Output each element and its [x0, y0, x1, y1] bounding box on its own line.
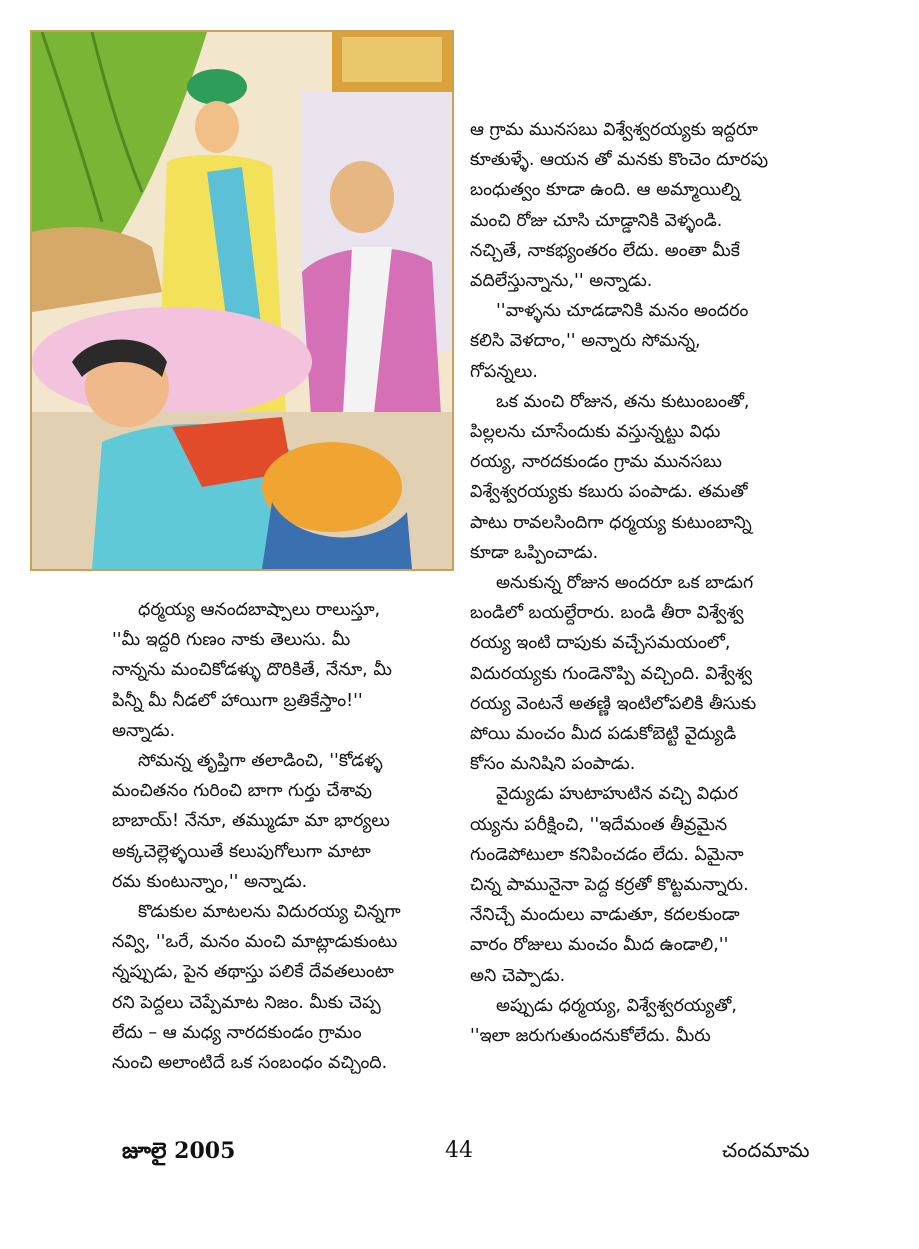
text-line: నుంచి అలాంటిదే ఒక సంబంధం వచ్చింది. — [112, 1053, 388, 1074]
text-line: ఆ గ్రామ మునసబు విశ్వేశ్వరయ్యకు ఇద్దరూ — [470, 120, 758, 140]
text-line: కలిసి వెళదాం,'' అన్నారు సోమన్న, — [470, 331, 701, 352]
page-number: 44 — [445, 1138, 473, 1163]
text-line: ''ఇలా జరుగుతుందనుకోలేదు. మీరు — [470, 1026, 711, 1047]
text-line: గోపన్నలు. — [470, 361, 538, 382]
text-line: కూతుళ్ళే. ఆయన తో మనకు కొంచెం దూరపు — [470, 150, 769, 171]
text-line: విశ్వేశ్వరయ్యకు కబురు పంపాడు. తమతో — [470, 482, 748, 503]
text-line: నాన్నను మంచికోడళ్ళు దొరికితే, నేనూ, మీ — [112, 660, 392, 681]
text-line: అని చెప్పాడు. — [470, 965, 566, 986]
text-line: చిన్న పామునైనా పెద్ద కర్రతో కొట్టమన్నారు. — [470, 875, 749, 896]
text-line: రమ కుంటున్నాం,'' అన్నాడు. — [112, 871, 308, 892]
text-line: ''వాళ్ళను చూడడానికి మనం అందరం — [496, 301, 749, 322]
illustration-drawing — [32, 32, 452, 569]
text-line: ధర్మయ్య ఆనందబాష్పాలు రాలుస్తూ, — [138, 600, 381, 620]
text-line: బంధుత్వం కూడా ఉంది. ఆ అమ్మాయిల్ని — [470, 180, 741, 201]
text-line: కోసం మనిషిని పంపాడు. — [470, 754, 636, 775]
text-line: రయ్య, నారదకుండం గ్రామ మునసబు — [470, 452, 722, 473]
text-line: పాటు రావలసిందిగా ధర్మయ్య కుటుంబాన్ని — [470, 512, 752, 533]
text-line: బాబాయ్! నేనూ, తమ్ముడూ మా భార్యలు — [112, 811, 390, 832]
text-line: అప్పుడు ధర్మయ్య, విశ్వేశ్వరయ్యతో, — [496, 995, 737, 1016]
text-line: నవ్వి, ''ఒరే, మనం మంచి మాట్లాడుకుంటు — [112, 932, 398, 953]
text-line: ఒక మంచి రోజున, తను కుటుంబంతో, — [496, 391, 750, 412]
text-line: రని పెద్దలు చెప్పేమాట నిజం. మీకు చెప్ప — [112, 992, 381, 1013]
right-text-column — [470, 115, 820, 1051]
left-text-column — [112, 595, 457, 1078]
text-line: కొడుకుల మాటలను విదురయ్య చిన్నగా — [138, 902, 401, 923]
text-line: గుండెపోటులా కనిపించడం లేదు. ఏమైనా — [470, 844, 744, 865]
story-illustration — [30, 30, 454, 571]
text-line: న్నప్పుడు, పైన తథాస్తు పలికే దేవతలుంటా — [112, 962, 394, 983]
text-line: అనుకున్న రోజున అందరూ ఒక బాడుగ — [496, 573, 754, 594]
text-line: విదురయ్యకు గుండెనొప్పి వచ్చింది. విశ్వేశ్వ — [470, 663, 753, 684]
text-line: మంచి రోజు చూసి చూడ్డానికి వెళ్ళండి. — [470, 210, 723, 231]
text-line: వారం రోజులు మంచం మీద ఉండాలి,'' — [470, 935, 729, 956]
text-line: అన్నాడు. — [112, 720, 176, 741]
text-line: నేనిచ్చే మందులు వాడుతూ, కదలకుండా — [470, 905, 740, 926]
text-line: రయ్య ఇంటి దాపుకు వచ్చేసమయంలో, — [470, 633, 731, 654]
text-line: య్యను పరీక్షించి, ''ఇదేమంత తీవ్రమైన — [470, 814, 728, 835]
text-line: మంచితనం గురించి బాగా గుర్తు చేశావు — [112, 781, 372, 802]
text-line: సోమన్న తృప్తిగా తలాడించి, ''కోడళ్ళ — [138, 751, 383, 772]
text-line: పిన్నీ మీ నీడలో హాయిగా బ్రతికేస్తాం!'' — [112, 690, 363, 711]
text-line: బండిలో బయల్దేరారు. బండి తీరా విశ్వేశ్వ — [470, 603, 744, 624]
text-line: పిల్లలను చూసేందుకు వస్తున్నట్టు విధు — [470, 422, 721, 443]
text-line: పోయి మంచం మీద పడుకోబెట్టి వైద్యుడి — [470, 724, 737, 745]
text-line: ''మీ ఇద్దరి గుణం నాకు తెలుసు. మీ — [112, 630, 351, 651]
text-line: రయ్య వెంటనే అతణ్ణి ఇంటిలోపలికి తీసుకు — [470, 693, 757, 714]
text-line: లేదు – ఆ మధ్య నారదకుండం గ్రామం — [112, 1022, 362, 1043]
text-line: వదిలేస్తున్నాను,'' అన్నాడు. — [470, 271, 653, 292]
text-line: నచ్చితే, నాకభ్యంతరం లేదు. అంతా మీకే — [470, 240, 740, 261]
text-line: అక్కచెల్లెళ్ళయితే కలుపుగోలుగా మాటా — [112, 841, 371, 862]
magazine-name: చందమామ — [722, 1138, 810, 1162]
issue-date: జూలై 2005 — [122, 1138, 236, 1164]
text-line: కూడా ఒప్పించాడు. — [470, 542, 599, 563]
text-line: వైద్యుడు హుటాహుటిన వచ్చి విధుర — [496, 784, 738, 805]
